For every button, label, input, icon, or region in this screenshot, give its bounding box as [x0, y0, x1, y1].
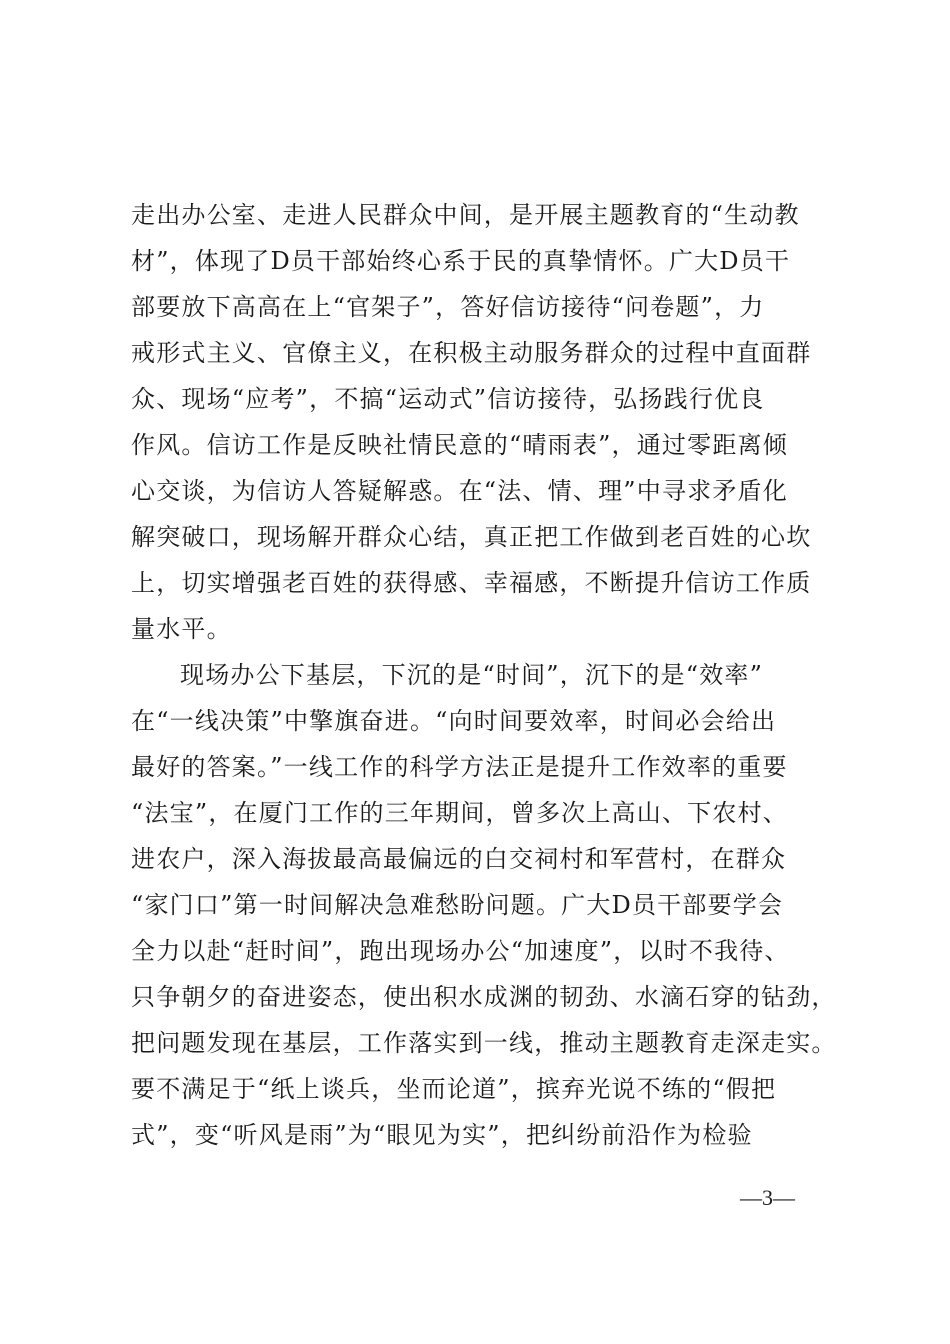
page-number: —3—	[740, 1185, 795, 1210]
text-line: 心交谈，为信访人答疑解惑。在“法、情、理”中寻求矛盾化	[131, 477, 788, 505]
text-line: 作风。信访工作是反映社情民意的“晴雨表”，通过零距离倾	[131, 431, 788, 459]
text-line: 式”，变“听风是雨”为“眼见为实”，把纠纷前沿作为检验	[131, 1121, 753, 1149]
text-line: 上，切实增强老百姓的获得感、幸福感，不断提升信访工作质	[131, 569, 812, 597]
text-line: 部要放下高高在上“官架子”，答好信访接待“问卷题”，力	[131, 293, 765, 321]
text-line: 量水平。	[131, 615, 232, 643]
text-line: 众、现场“应考”，不搞“运动式”信访接待，弘扬践行优良	[131, 385, 765, 413]
text-line: 全力以赴“赶时间”，跑出现场办公“加速度”，以时不我待、	[131, 937, 790, 965]
text-line: 只争朝夕的奋进姿态，使出积水成渊的韧劲、水滴石穿的钻劲，	[131, 983, 837, 1011]
text-line: 材”，体现了D员干部始终心系于民的真挚情怀。广大D员干	[131, 247, 791, 275]
paragraph-first-line: 现场办公下基层，下沉的是“时间”，沉下的是“效率”	[180, 661, 764, 689]
text-line: 解突破口，现场解开群众心结，真正把工作做到老百姓的心坎	[131, 523, 812, 551]
text-line: 最好的答案。”一线工作的科学方法正是提升工作效率的重要	[131, 753, 788, 781]
text-line: 走出办公室、走进人民群众中间，是开展主题教育的“生动教	[131, 201, 800, 229]
text-line: “法宝”，在厦门工作的三年期间，曾多次上高山、下农村、	[131, 799, 788, 827]
text-line: 要不满足于“纸上谈兵，坐而论道”，摈弃光说不练的“假把	[131, 1075, 777, 1103]
text-line: 戒形式主义、官僚主义，在积极主动服务群众的过程中直面群	[131, 339, 812, 367]
text-line: 进农户，深入海拔最高最偏远的白交祠村和军营村，在群众	[131, 845, 787, 873]
text-line: 在“一线决策”中擎旗奋进。“向时间要效率，时间必会给出	[131, 707, 777, 735]
text-line: 把问题发现在基层，工作落实到一线，推动主题教育走深走实。	[131, 1029, 837, 1057]
text-line: “家门口”第一时间解决急难愁盼问题。广大D员干部要学会	[131, 891, 784, 919]
